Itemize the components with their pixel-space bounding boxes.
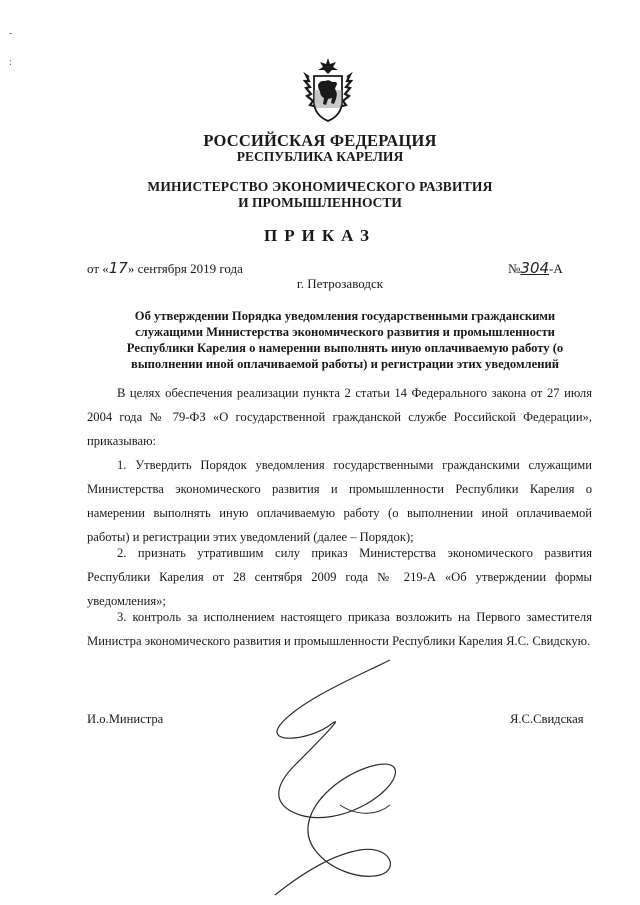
item-3-paragraph: 3. контроль за исполнением настоящего приказа возложить на Первого заместителя Министра экономического развития и промышленности Республики Карелия Я.С. Свидскую. xyxy=(87,610,592,648)
order-number xyxy=(508,259,563,277)
ministry-heading-line1: МИНИСТЕРСТВО ЭКОНОМИЧЕСКОГО РАЗВИТИЯ xyxy=(147,179,493,194)
number-suffix: -А xyxy=(549,261,563,276)
item-1-paragraph: 1. Утвердить Порядок уведомления государственными гражданскими служащими Министерства экономического развития и промышленности Республики Карелия о намерении выполнять иную оплачиваемую работу (о выполнении иной оплачиваемой работы) и регистрации этих уведомлений (далее – Порядок); xyxy=(87,458,592,544)
number-prefix: № xyxy=(508,261,521,276)
number-handwritten: 304 xyxy=(520,259,550,277)
country-heading: РОССИЙСКАЯ ФЕДЕРАЦИЯ xyxy=(203,131,437,150)
city: г. Петрозаводск xyxy=(296,276,384,291)
date-day-handwritten: 17 xyxy=(108,259,128,277)
preamble-paragraph: В целях обеспечения реализации пункта 2 статьи 14 Федерального закона от 27 июля 2004 года № 79-ФЗ «О государственной гражданской службе Российской Федерации», приказываю: xyxy=(87,386,592,448)
handwritten-signature xyxy=(240,655,430,900)
margin-mark: - xyxy=(9,28,13,39)
republic-heading: РЕСПУБЛИКА КАРЕЛИЯ xyxy=(236,149,404,164)
signatory-name: Я.С.Свидская xyxy=(510,712,584,726)
coat-of-arms-icon xyxy=(303,57,353,123)
signatory-title: И.о.Министра xyxy=(87,712,164,726)
ministry-heading-line2: И ПРОМЫШЛЕННОСТИ xyxy=(238,195,402,210)
document-type-title: ПРИКАЗ xyxy=(264,226,376,245)
date-prefix: от « xyxy=(87,261,109,276)
item-2-paragraph: 2. признать утратившим силу приказ Министерства экономического развития Республики Карелия от 28 сентября 2009 года № 219-А «Об утверждении формы уведомления»; xyxy=(87,546,592,608)
date-suffix: » сентября 2019 года xyxy=(127,261,243,276)
order-date xyxy=(87,259,243,277)
order-subject: Об утверждении Порядка уведомления государственными гражданскими служащими Министерства экономического развития и промышленности Республики Карелия о намерении выполнять иную оплачиваемую работу (о выполнении иной оплачиваемой работы) и регистрации этих уведомлений xyxy=(126,309,564,371)
margin-mark: : xyxy=(9,57,12,68)
